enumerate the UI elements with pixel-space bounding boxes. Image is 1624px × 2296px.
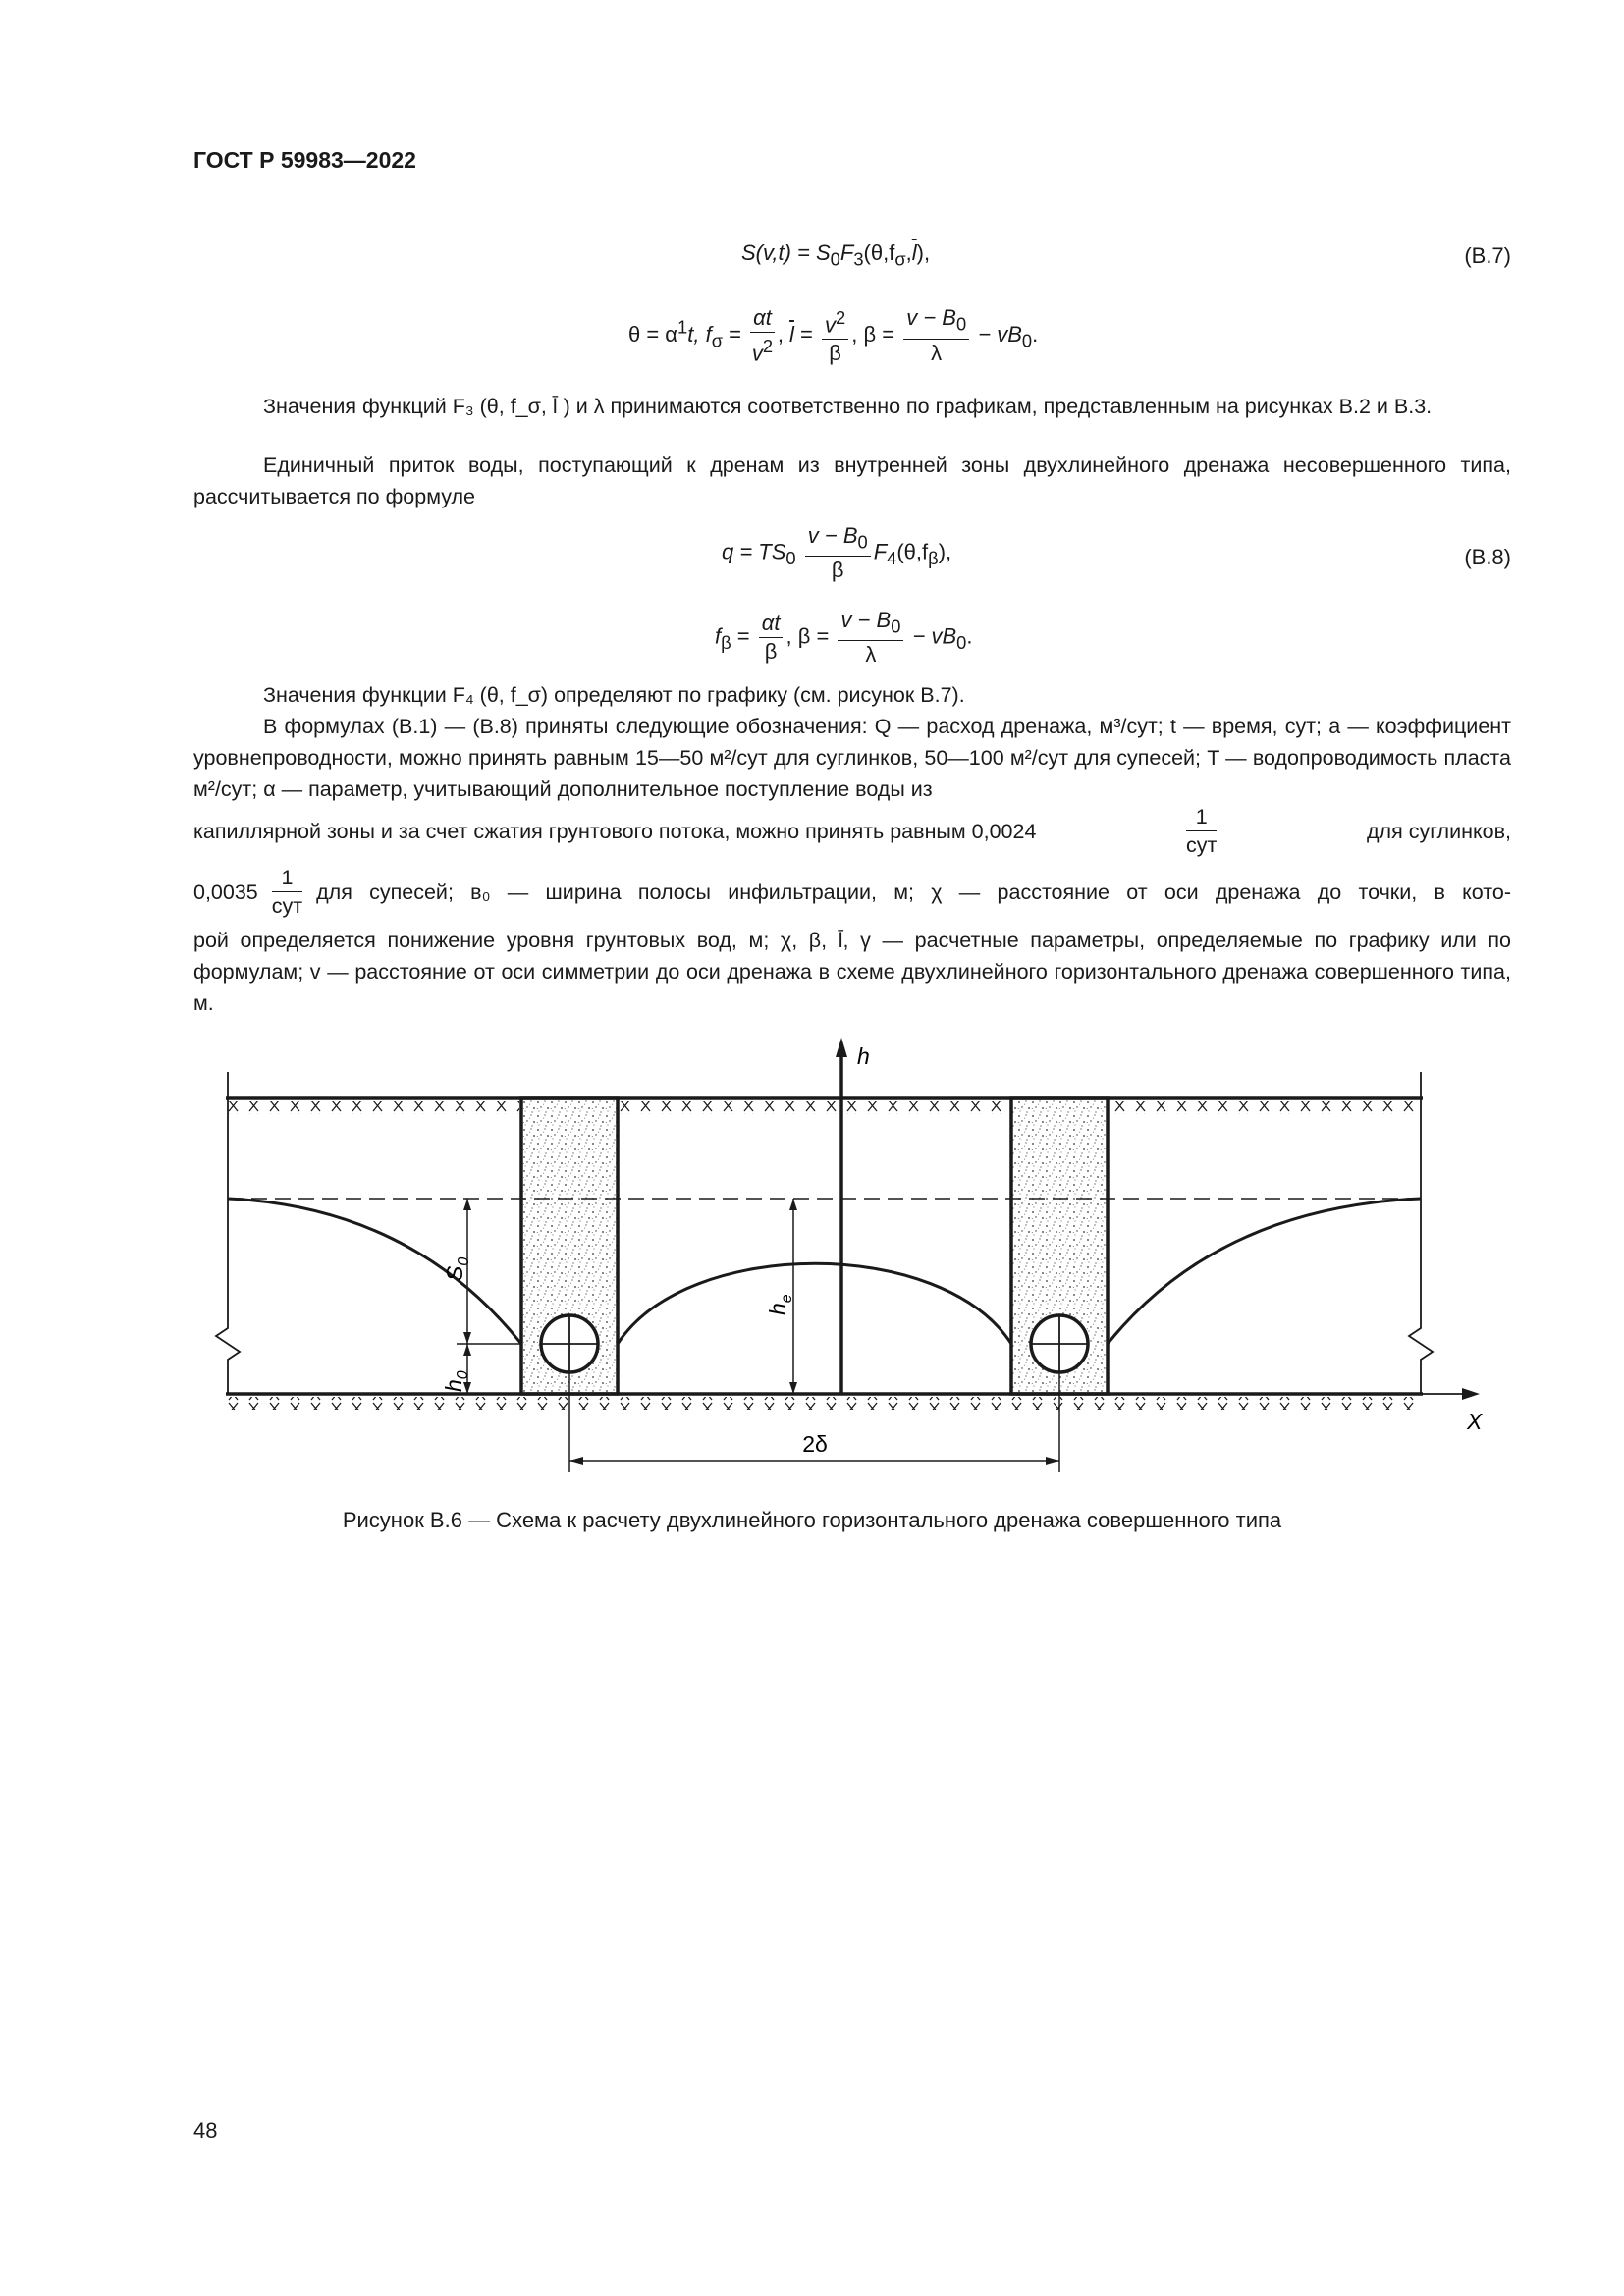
figure-caption: Рисунок В.6 — Схема к расчету двухлинейного горизонтального дренажа совершенного типа (342, 1508, 1282, 1532)
paragraph-notation-line-capillary: капиллярной зоны и за счет сжатия грунтового потока, можно принять равным 0,0024 $\frac{1}{\text{сут}}$ для суглинков, (193, 805, 1511, 857)
h-axis-label: h (857, 1043, 870, 1069)
aquifer-base-bottom (226, 1394, 1423, 1410)
dimension-he (765, 1199, 797, 1394)
fraction-per-day: $\frac{1}{\text{сут}}$ (1186, 805, 1218, 857)
paragraph-notation-end: рой определяется понижение уровня грунтовых вод, м; χ, β, l̄, γ — расчетные параметры, определяемые по графику или по формулам; v — расстояние от оси симметрии до оси дренажа в схеме двухлинейного горизонтального дренажа совершенного типа, м. (193, 929, 1511, 1015)
dimension-s0 (442, 1199, 521, 1344)
document-header: ГОСТ Р 59983—2022 (193, 147, 416, 173)
paragraph-unit-inflow: Единичный приток воды, поступающий к дренам из внутренней зоны двухлинейного дренажа несовершенного типа, рассчитывается по формуле (193, 454, 1511, 508)
depression-curves (228, 1199, 1421, 1344)
s0-label: $S_0$ (442, 1256, 472, 1281)
he-label: $h_e$ (765, 1294, 795, 1315)
dimension-2delta (569, 1372, 1059, 1472)
paragraph-functions-f4: Значения функции F₄ (θ, f_σ) определяют по графику (см. рисунок В.7). (263, 683, 965, 707)
x-axis (1423, 1388, 1484, 1434)
paragraph-notation: В формулах (В.1) — (В.8) приняты следующие обозначения: Q — расход дренажа, м³/сут; t — время, сут; a — коэффициент уровнепроводности, можно принять равным 15—50 м²/сут для суглинков, 50—100 м²/сут для супесей; T — водопроводимость пласта м²/сут; α — параметр, учитывающий дополнительное поступление воды из (193, 715, 1511, 801)
x-axis-label: X (1467, 1409, 1483, 1434)
h-axis (836, 1038, 870, 1394)
equation-number-b8: (В.8) (1464, 545, 1511, 569)
drain-pipe-left (541, 1315, 598, 1372)
h0-label: $h_0$ (441, 1370, 471, 1392)
2delta-label: 2δ (802, 1431, 828, 1457)
paragraph-functions-f3: Значения функций F₃ (θ, f_σ, l̄ ) и λ принимаются соответственно по графикам, представленным на рисунках В.2 и В.3. (263, 395, 1433, 418)
equation-b8-definitions: $f_\beta$ = $\frac{\alpha t}{\beta}$ , β = $\frac{v - B_0}{\lambda}$ − $vB_0$. (715, 608, 973, 667)
dimension-h0 (441, 1344, 471, 1394)
equation-b8: $q = TS_0$ $\frac{v - B_0}{\beta}$ $F_4(\theta,f_\beta)$, (722, 523, 952, 583)
paragraph-notation-line-sandy: 0,0035 $\frac{1}{\text{сут}}$ для супесей; в₀ — ширина полосы инфильтрации, м; χ — расстояние от оси дренажа до точки, в кото- (193, 866, 1511, 918)
ground-surface-top (226, 1098, 1423, 1114)
equation-b7: $S(v,t) = S_0F_3(\theta,f_\sigma,\overline{l})$, (741, 240, 931, 270)
section-boundaries (216, 1072, 1433, 1394)
fraction-per-day: $\frac{1}{\text{сут}}$ (271, 866, 303, 918)
page-number: 48 (193, 2118, 218, 2143)
drain-pipe-right (1031, 1315, 1088, 1372)
equation-b7-definitions: $\theta = \alpha^1t$, $f_\sigma$ = $\frac{\alpha t}{v^2}$ , $\overline{l}$ = $\frac{v^2}{\beta}$ , β = $\frac{v - B_0}{\lambda}$ − $vB_0$. (628, 305, 1039, 366)
equation-number-b7: (В.7) (1464, 243, 1511, 268)
